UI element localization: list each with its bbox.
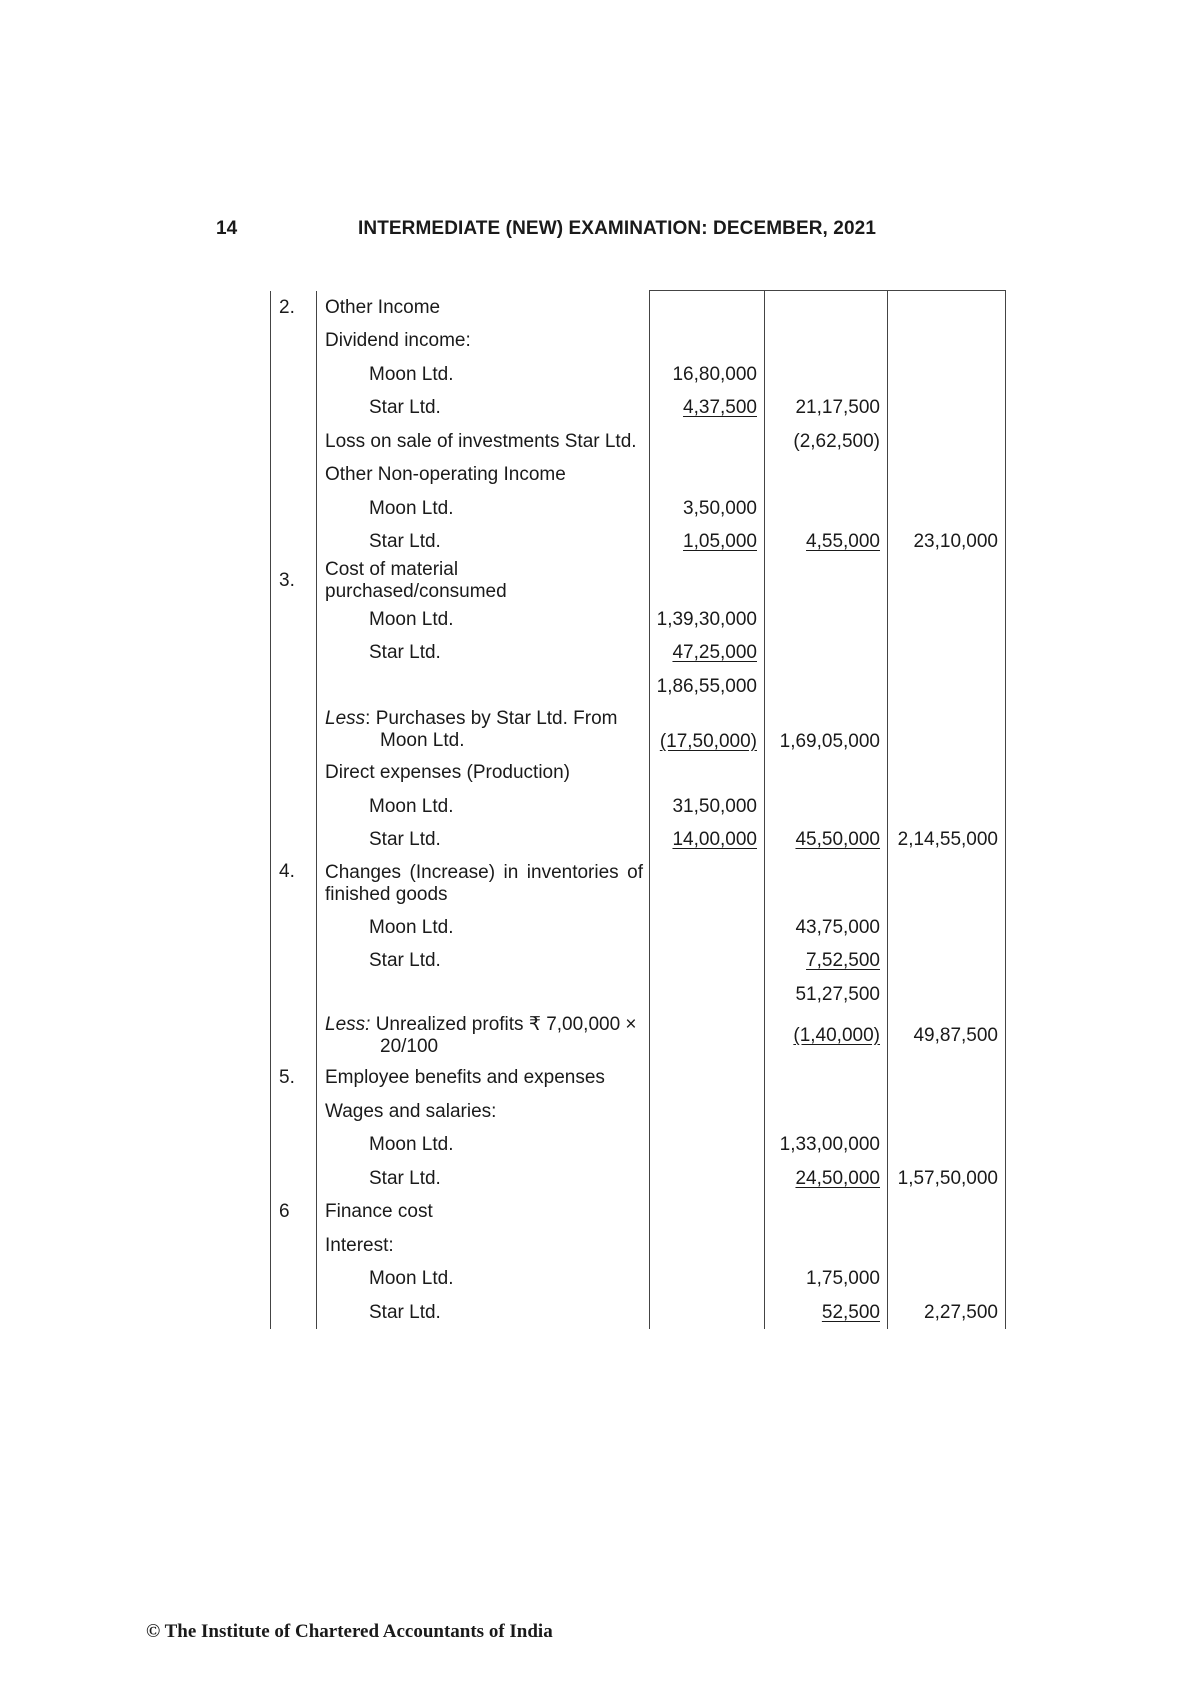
underlined-amount: (17,50,000) bbox=[659, 731, 757, 753]
amount-col-3: 1,57,50,000 bbox=[888, 1162, 1006, 1196]
amount-col-1: 3,50,000 bbox=[650, 492, 765, 526]
page-number: 14 bbox=[216, 218, 238, 239]
note-number bbox=[271, 790, 317, 824]
underlined-amount: 7,52,500 bbox=[806, 950, 880, 972]
row-description: Loss on sale of investments Star Ltd. bbox=[317, 425, 650, 459]
amount-col-1: 1,86,55,000 bbox=[650, 670, 765, 704]
row-description: Star Ltd. bbox=[317, 1162, 650, 1196]
amount-col-3 bbox=[888, 291, 1006, 325]
amount-col-3 bbox=[888, 1095, 1006, 1129]
amount-col-2 bbox=[765, 459, 888, 493]
amount-col-3 bbox=[888, 459, 1006, 493]
amount-col-1 bbox=[650, 1011, 765, 1061]
table-row bbox=[271, 1061, 1006, 1095]
amount-col-1 bbox=[650, 823, 765, 857]
amount-col-3 bbox=[888, 392, 1006, 426]
amount-col-1 bbox=[650, 1262, 765, 1296]
amount-col-1 bbox=[650, 425, 765, 459]
less-label: Less bbox=[325, 707, 366, 729]
note-number bbox=[271, 823, 317, 857]
note-number: 6 bbox=[271, 1195, 317, 1229]
page-header-title: INTERMEDIATE (NEW) EXAMINATION: DECEMBER, 2021 bbox=[358, 218, 876, 239]
table-row bbox=[271, 703, 1006, 756]
table-row bbox=[271, 325, 1006, 359]
amount-col-3: 23,10,000 bbox=[888, 526, 1006, 560]
row-description: Star Ltd. bbox=[317, 392, 650, 426]
amount-col-2: 21,17,500 bbox=[765, 392, 888, 426]
amount-col-3 bbox=[888, 1262, 1006, 1296]
note-number bbox=[271, 1229, 317, 1263]
underlined-amount: (1,40,000) bbox=[793, 1025, 880, 1047]
row-description: Moon Ltd. bbox=[317, 603, 650, 637]
note-number bbox=[271, 425, 317, 459]
table-row bbox=[271, 857, 1006, 911]
table-row bbox=[271, 425, 1006, 459]
table-row bbox=[271, 978, 1006, 1012]
amount-col-1 bbox=[650, 1162, 765, 1196]
row-description: Star Ltd. bbox=[317, 823, 650, 857]
table-row bbox=[271, 1128, 1006, 1162]
less-description-continued: Moon Ltd. bbox=[380, 729, 465, 751]
underlined-amount: 47,25,000 bbox=[672, 642, 757, 664]
note-number bbox=[271, 392, 317, 426]
note-number bbox=[271, 670, 317, 704]
amount-col-2 bbox=[765, 857, 888, 911]
note-number bbox=[271, 1296, 317, 1330]
amount-col-2 bbox=[765, 526, 888, 560]
row-description: Other Income bbox=[317, 291, 650, 325]
table-row bbox=[271, 1095, 1006, 1129]
note-number bbox=[271, 1011, 317, 1061]
row-description: Wages and salaries: bbox=[317, 1095, 650, 1129]
amount-col-2 bbox=[765, 636, 888, 670]
amount-col-2 bbox=[765, 670, 888, 704]
row-description: Moon Ltd. bbox=[317, 790, 650, 824]
note-number bbox=[271, 459, 317, 493]
amount-col-3 bbox=[888, 358, 1006, 392]
amount-col-3 bbox=[888, 603, 1006, 637]
underlined-amount: 1,05,000 bbox=[683, 531, 757, 553]
amount-col-2 bbox=[765, 1061, 888, 1095]
note-number bbox=[271, 944, 317, 978]
amount-col-1 bbox=[650, 1296, 765, 1330]
amount-col-2: 43,75,000 bbox=[765, 911, 888, 945]
row-description: Star Ltd. bbox=[317, 636, 650, 670]
underlined-amount: 4,37,500 bbox=[683, 397, 757, 419]
amount-col-3: 49,87,500 bbox=[888, 1011, 1006, 1061]
note-number bbox=[271, 325, 317, 359]
amount-col-1 bbox=[650, 392, 765, 426]
note-number bbox=[271, 911, 317, 945]
row-description: Moon Ltd. bbox=[317, 911, 650, 945]
amount-col-3 bbox=[888, 756, 1006, 790]
amount-col-3 bbox=[888, 636, 1006, 670]
table-row bbox=[271, 492, 1006, 526]
amount-col-2 bbox=[765, 1011, 888, 1061]
row-description: Star Ltd. bbox=[317, 1296, 650, 1330]
underlined-amount: 24,50,000 bbox=[795, 1167, 880, 1189]
less-description: Unrealized profits ₹ 7,00,000 × bbox=[370, 1014, 637, 1036]
amount-col-1 bbox=[650, 1095, 765, 1129]
underlined-amount: 52,500 bbox=[821, 1301, 880, 1323]
amount-col-3 bbox=[888, 857, 1006, 911]
amount-col-2 bbox=[765, 944, 888, 978]
note-number: 2. bbox=[271, 291, 317, 325]
amount-col-1 bbox=[650, 459, 765, 493]
table-row bbox=[271, 1296, 1006, 1330]
row-description bbox=[317, 978, 650, 1012]
amount-col-1 bbox=[650, 944, 765, 978]
amount-col-1 bbox=[650, 1195, 765, 1229]
amount-col-1 bbox=[650, 1229, 765, 1263]
row-description: Employee benefits and expenses bbox=[317, 1061, 650, 1095]
amount-col-3: 2,14,55,000 bbox=[888, 823, 1006, 857]
row-description: Star Ltd. bbox=[317, 526, 650, 560]
amount-col-2: 51,27,500 bbox=[765, 978, 888, 1012]
note-number bbox=[271, 1128, 317, 1162]
row-description bbox=[317, 703, 650, 756]
row-description: Finance cost bbox=[317, 1195, 650, 1229]
amount-col-1 bbox=[650, 911, 765, 945]
amount-col-2 bbox=[765, 1195, 888, 1229]
amount-col-2 bbox=[765, 823, 888, 857]
amount-col-3 bbox=[888, 911, 1006, 945]
note-number bbox=[271, 526, 317, 560]
row-description: Moon Ltd. bbox=[317, 492, 650, 526]
table-row bbox=[271, 559, 1006, 603]
amount-col-3 bbox=[888, 1128, 1006, 1162]
row-description: Moon Ltd. bbox=[317, 358, 650, 392]
amount-col-2 bbox=[765, 790, 888, 824]
amount-col-2 bbox=[765, 1095, 888, 1129]
underlined-amount: 4,55,000 bbox=[806, 531, 880, 553]
table-row bbox=[271, 636, 1006, 670]
row-description: Other Non-operating Income bbox=[317, 459, 650, 493]
row-description: Cost of material purchased/consumed bbox=[317, 559, 650, 603]
row-description: Dividend income: bbox=[317, 325, 650, 359]
table-row bbox=[271, 526, 1006, 560]
less-label: Less: bbox=[325, 1014, 371, 1036]
amount-col-3: 2,27,500 bbox=[888, 1296, 1006, 1330]
amount-col-2: 1,33,00,000 bbox=[765, 1128, 888, 1162]
amount-col-2 bbox=[765, 291, 888, 325]
amount-col-1 bbox=[650, 291, 765, 325]
table-row bbox=[271, 358, 1006, 392]
note-number bbox=[271, 1162, 317, 1196]
amount-col-2 bbox=[765, 358, 888, 392]
amount-col-2 bbox=[765, 325, 888, 359]
amount-col-3 bbox=[888, 790, 1006, 824]
amount-col-1 bbox=[650, 325, 765, 359]
table-row bbox=[271, 944, 1006, 978]
amount-col-1: 1,39,30,000 bbox=[650, 603, 765, 637]
less-description-continued: 20/100 bbox=[380, 1036, 439, 1058]
amount-col-3 bbox=[888, 944, 1006, 978]
row-description: Changes (Increase) in inventories of finished goods bbox=[317, 857, 650, 911]
note-number: 4. bbox=[271, 857, 317, 911]
row-description: Moon Ltd. bbox=[317, 1262, 650, 1296]
table-row bbox=[271, 1195, 1006, 1229]
amount-col-3 bbox=[888, 1061, 1006, 1095]
amount-col-1 bbox=[650, 636, 765, 670]
note-number bbox=[271, 1262, 317, 1296]
amount-col-2 bbox=[765, 492, 888, 526]
amount-col-2 bbox=[765, 559, 888, 603]
amount-col-2 bbox=[765, 756, 888, 790]
row-description: Direct expenses (Production) bbox=[317, 756, 650, 790]
amount-col-1 bbox=[650, 978, 765, 1012]
amount-col-2 bbox=[765, 603, 888, 637]
amount-col-3 bbox=[888, 492, 1006, 526]
note-number: 5. bbox=[271, 1061, 317, 1095]
amount-col-1 bbox=[650, 559, 765, 603]
table-row bbox=[271, 603, 1006, 637]
table-row bbox=[271, 670, 1006, 704]
amount-col-1 bbox=[650, 1128, 765, 1162]
table-row bbox=[271, 1162, 1006, 1196]
amount-col-3 bbox=[888, 559, 1006, 603]
table-row bbox=[271, 790, 1006, 824]
note-number bbox=[271, 756, 317, 790]
amount-col-2 bbox=[765, 1162, 888, 1196]
amount-col-3 bbox=[888, 703, 1006, 756]
table-row bbox=[271, 911, 1006, 945]
amount-col-1 bbox=[650, 1061, 765, 1095]
amount-col-3 bbox=[888, 425, 1006, 459]
amount-col-2 bbox=[765, 1229, 888, 1263]
consolidated-notes-table bbox=[270, 290, 1006, 1329]
amount-col-1 bbox=[650, 756, 765, 790]
amount-col-2: 1,69,05,000 bbox=[765, 703, 888, 756]
table-row bbox=[271, 823, 1006, 857]
row-description bbox=[317, 1011, 650, 1061]
row-description: Star Ltd. bbox=[317, 944, 650, 978]
copyright-footer: © The Institute of Chartered Accountants of India bbox=[146, 1621, 553, 1642]
amount-col-1: 16,80,000 bbox=[650, 358, 765, 392]
amount-col-1 bbox=[650, 703, 765, 756]
note-number bbox=[271, 1095, 317, 1129]
table-row bbox=[271, 1229, 1006, 1263]
amount-col-3 bbox=[888, 1195, 1006, 1229]
table-row bbox=[271, 459, 1006, 493]
note-number bbox=[271, 703, 317, 756]
amount-col-2: 1,75,000 bbox=[765, 1262, 888, 1296]
amount-col-2 bbox=[765, 1296, 888, 1330]
amount-col-3 bbox=[888, 1229, 1006, 1263]
amount-col-3 bbox=[888, 670, 1006, 704]
note-number bbox=[271, 636, 317, 670]
table-row bbox=[271, 392, 1006, 426]
table-row bbox=[271, 1262, 1006, 1296]
amount-col-3 bbox=[888, 325, 1006, 359]
table-row bbox=[271, 1011, 1006, 1061]
row-description: Interest: bbox=[317, 1229, 650, 1263]
amount-col-2: (2,62,500) bbox=[765, 425, 888, 459]
note-number bbox=[271, 978, 317, 1012]
row-description bbox=[317, 670, 650, 704]
underlined-amount: 45,50,000 bbox=[795, 829, 880, 851]
amount-col-1 bbox=[650, 857, 765, 911]
amount-col-1: 31,50,000 bbox=[650, 790, 765, 824]
amount-col-1 bbox=[650, 526, 765, 560]
less-description: : Purchases by Star Ltd. From bbox=[365, 707, 618, 729]
row-description: Moon Ltd. bbox=[317, 1128, 650, 1162]
note-number: 3. bbox=[271, 559, 317, 603]
note-number bbox=[271, 358, 317, 392]
table-row bbox=[271, 756, 1006, 790]
note-number bbox=[271, 492, 317, 526]
note-number bbox=[271, 603, 317, 637]
amount-col-3 bbox=[888, 978, 1006, 1012]
table-row bbox=[271, 291, 1006, 325]
underlined-amount: 14,00,000 bbox=[672, 829, 757, 851]
